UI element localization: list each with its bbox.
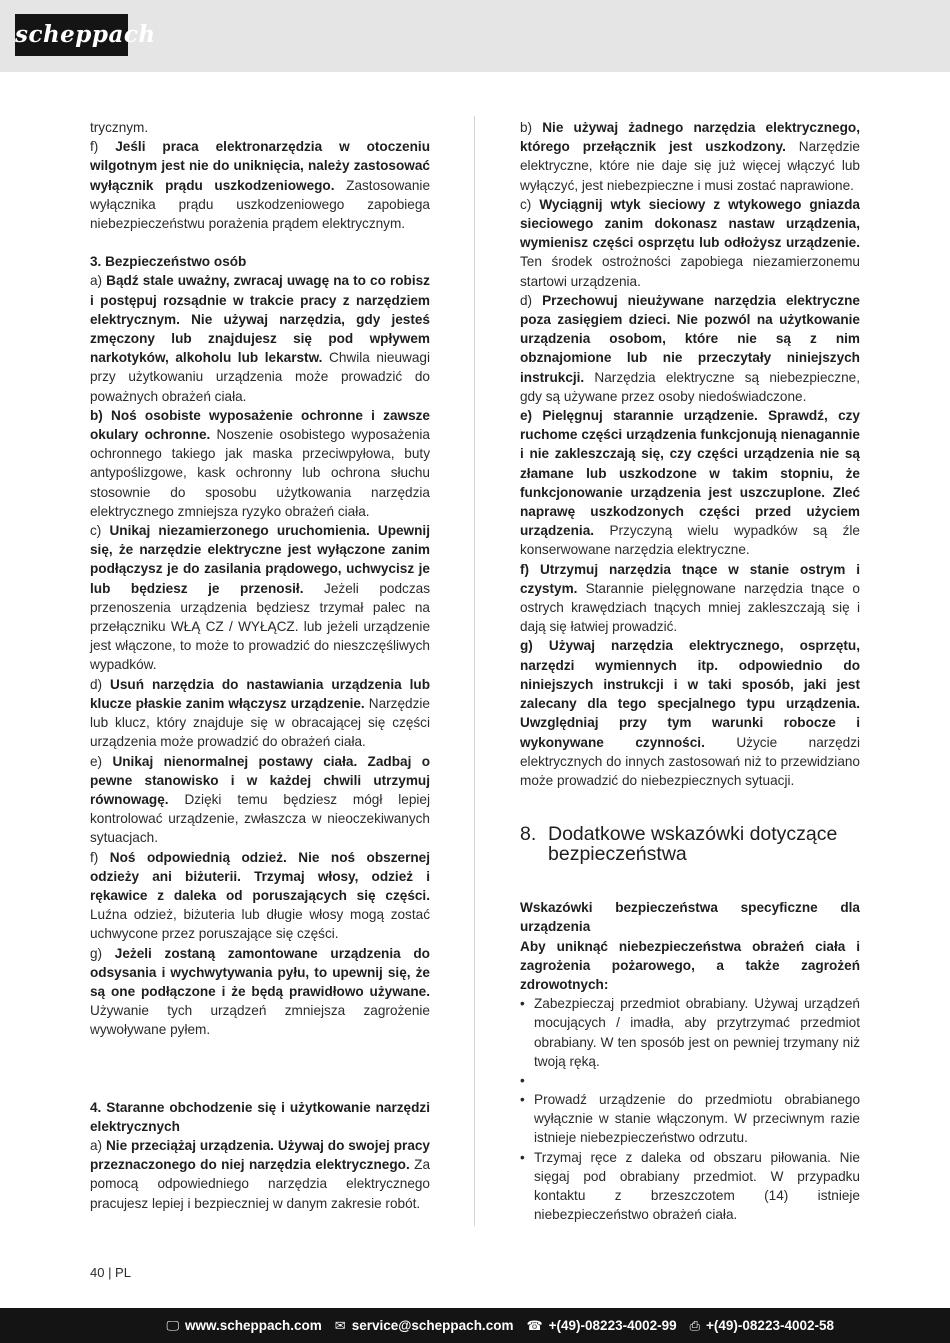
paragraph-f: f) Jeśli praca elektronarzędzia w otoczeniu wilgotnym jest nie do uniknięcia, należy zastosować wyłącznik prądu uszkodzeniowego. Zastosowanie wyłącznika prądu uszkodzeniowego zapobiega niebezpieczeństwu porażenia prądem elektrycznym. — [90, 139, 431, 232]
page-header — [0, 0, 950, 72]
paragraph-d: d) Przechowuj nieużywane narzędzia elektryczne poza zasięgiem dzieci. Nie pozwól na użytkowanie urządzenia osobom, które nie są z nim obznajomione lub nie przeczytały niniejszych instrukcji. Narzędzia elektryczne są niebezpieczne, gdy są używane przez osoby niedoświadczone. — [520, 292, 861, 404]
column-divider — [474, 116, 475, 1226]
footer-fax[interactable] — [690, 1318, 834, 1334]
brand-logo: scheppach — [15, 14, 128, 56]
paragraph-b: b) Nie używaj żadnego narzędzia elektrycznego, którego przełącznik jest uszkodzony. Narzędzie elektryczne, które nie daje się już więcej włączyć lub wyłączyć, jest niebezpieczne i musi zostać naprawione. — [520, 120, 860, 193]
section-3-title: 3. Bezpieczeństwo osób — [90, 254, 247, 270]
paragraph-c: c) Unikaj niezamierzonego uruchomienia. Upewnij się, że narzędzie elektryczne jest wyłączone zanim podłączysz je do zasilania prądowego, uchwycisz je lub będziesz je przenosił. Jeżeli podczas przenoszenia urządzenia będziesz trzymał palec na przełączniku WŁĄ CZ / WYŁĄCZ. lub jeżeli urządzenie jest włączone, to może to prowadzić do nieszczęśliwych wypadków. — [90, 523, 430, 673]
phone-text: +(49)-08223-4002-99 — [548, 1318, 677, 1333]
page-footer — [0, 1308, 950, 1343]
paragraph-a4: a) Nie przeciążaj urządzenia. Używaj do swojej pracy przeznaczonego do niej narzędzia elektrycznego. Za pomocą odpowiedniego narzędzia elektrycznego pracujesz lepiej i bezpieczniej w danym zakresie robót. — [90, 1137, 431, 1211]
section-8-title: 8. Dodatkowe wskazówki dotyczące bezpieczeństwa — [520, 823, 838, 866]
paragraph-d: d) Usuń narzędzia do nastawiania urządzenia lub klucze płaskie zanim włączysz urządzenie. Narzędzie lub klucz, który znajduje się w obracającej się części urządzenia może prowadzić do obrażeń ciała. — [90, 676, 431, 750]
footer-phone[interactable] — [526, 1318, 676, 1334]
paragraph-c: c) Wyciągnij wtyk sieciowy z wtykowego gniazda sieciowego zanim dokonasz nastaw urządzenia, wymienisz części osprzętu lub odłożysz urządzenie. Ten środek ostrożności zapobiega niezamierzonemu startowi urządzenia. — [520, 196, 860, 289]
website-text: www.scheppach.com — [185, 1318, 322, 1333]
page-number: 40 | PL — [90, 1265, 131, 1280]
footer-website[interactable] — [166, 1318, 321, 1334]
paragraph-e: e) Pielęgnuj starannie urządzenie. Sprawdź, czy ruchome części urządzenia funkcjonują nienagannie i nie zakleszczają się, czy części urządzenia nie są złamane lub uszkodzone w takim stopniu, że funkcjonowanie urządzenia jest uszczuplone. Zleć naprawę uszkodzonych części przed użyciem urządzenia. Przyczyną wielu wypadków są źle konserwowane narzędzia elektryczne. — [520, 408, 860, 558]
paragraph-f2: f) Noś odpowiednią odzież. Nie noś obszernej odzieży ani biżuterii. Trzymaj włosy, odzież i rękawice z daleka od poruszających się części. Luźna odzież, biżuteria lub długie włosy mogą zostać uchwycone przez poruszające się części. — [90, 849, 430, 942]
section-4-title: 4. Staranne obchodzenie się i użytkowanie narzędzi elektrycznych — [90, 1099, 430, 1134]
safety-bullet-list — [520, 994, 860, 1224]
subsection-title: Wskazówki bezpieczeństwa specyficzne dla urządzenia — [520, 900, 860, 935]
paragraph-b: b) Noś osobiste wyposażenie ochronne i zawsze okulary ochronne. Noszenie osobistego wyposażenia ochronnego takiego jak maska przeciwpyłowa, buty antypoślizgowe, kask ochronny lub ochrona słuchu stosownie do sposobu użytkowania narzędzia elektrycznego zmniejsza ryzyko obrażeń ciała. — [90, 407, 430, 519]
paragraph-g: g) Jeżeli zostaną zamontowane urządzenia do odsysania i wychwytywania pyłu, to upewnij się, że są one podłączone i że będą prawidłowo używane. Używanie tych urządzeń zmniejsza zagrożenie wywoływane pyłem. — [90, 945, 430, 1038]
email-text: service@scheppach.com — [351, 1318, 514, 1333]
paragraph-e: e) Unikaj nienormalnej postawy ciała. Zadbaj o pewne stanowisko i w każdej chwili utrzymuj równowagę. Dzięki temu będziesz mógł lepiej kontrolować urządzenie, zwłaszcza w nieoczekiwanych sytuacjach. — [90, 753, 431, 846]
left-column — [90, 118, 430, 1213]
mail-icon: ✉ — [334, 1317, 346, 1333]
paragraph-f: f) Utrzymuj narzędzia tnące w stanie ostrym i czystym. Starannie pielęgnowane narzędzia tnące o ostrych krawędziach tnących mniej zakleszczają się i dają się łatwiej prowadzić. — [520, 561, 860, 635]
paragraph: trycznym. — [90, 120, 149, 135]
right-column — [520, 118, 860, 1224]
fax-text: +(49)-08223-4002-58 — [706, 1318, 834, 1333]
list-item: • Zabezpieczaj przedmiot obrabiany. Używaj urządzeń mocujących / imadła, aby przytrzymać przedmiot obrabiany. W ten sposób jest on pewniej trzymany niż twoją ręką. — [520, 994, 860, 1071]
footer-email[interactable] — [335, 1318, 514, 1334]
intro-paragraph: Aby uniknąć niebezpieczeństwa obrażeń ciała i zagrożenia pożarowego, a także zagrożeń zdrowotnych: — [520, 938, 860, 992]
list-item: • Trzymaj ręce z daleka od obszaru piłowania. Nie sięgaj pod obrabiany przedmiot. W przypadku kontaktu z brzeszczotem (14) istnieje niebezpieczeństwo obrażeń ciała. — [520, 1148, 860, 1225]
list-item: • Prowadź urządzenie do przedmiotu obrabianego wyłącznie w stanie włączonym. W przeciwnym razie istnieje niebezpieczeństwo odrzutu. — [520, 1090, 860, 1148]
fax-icon: ⎙ — [689, 1317, 701, 1333]
paragraph-a: a) Bądź stale uważny, zwracaj uwagę na to co robisz i postępuj rozsądnie w trakcie pracy z narzędziem elektrycznym. Nie używaj narzędzia, gdy jesteś zmęczony lub znajdujesz się pod wpływem narkotyków, alkoholu lub lekarstw. Chwila nieuwagi przy użytkowaniu urządzenia może prowadzić do poważnych obrażeń ciała. — [90, 273, 431, 404]
monitor-icon: 🖵 — [166, 1317, 179, 1333]
phone-icon: ☎ — [526, 1317, 543, 1333]
paragraph-g: g) Używaj narzędzia elektrycznego, osprzętu, narzędzi wymiennych itp. odpowiednio do niniejszych instrukcji i w taki sposób, jaki jest zalecany dla tego specjalnego typu urządzenia. Uwzględniaj przy tym warunki robocze i wykonywane czynności. Użycie narzędzi elektrycznych do innych zastosowań niż to przewidziano może prowadzić do niebezpiecznych sytuacji. — [520, 638, 861, 788]
